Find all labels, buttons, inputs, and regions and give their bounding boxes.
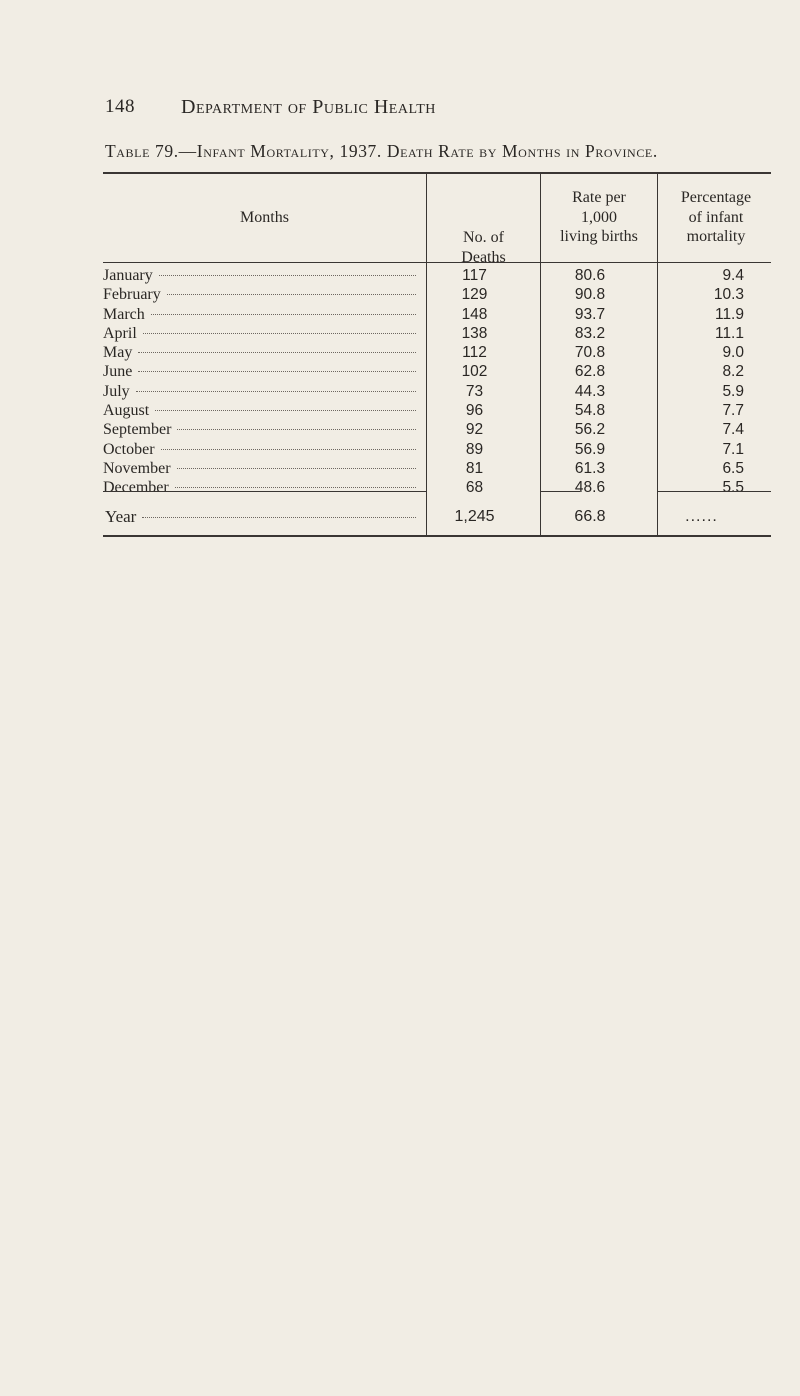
- total-rate: 66.8: [574, 508, 606, 525]
- header-deaths: No. of Deaths: [461, 229, 506, 266]
- table-row: June 102 62.8 8.2: [103, 363, 744, 381]
- total-row: [103, 505, 771, 529]
- table-row: July 73 44.3 5.9: [103, 382, 744, 400]
- header-percentage: Percentage of infant mortality: [680, 189, 752, 245]
- total-percentage: ......: [685, 508, 718, 525]
- table-row: December 68 48.6 5.5: [103, 479, 744, 497]
- total-separator-rule: [540, 491, 580, 492]
- table-row: October 89 56.9 7.1: [103, 440, 744, 458]
- header-months: Months: [240, 209, 289, 226]
- table-bottom-rule: [103, 535, 771, 537]
- total-separator-rule: [103, 491, 426, 492]
- table-row: January 117 80.6 9.4: [103, 267, 744, 284]
- table-row: February 129 90.8 10.3: [103, 286, 744, 304]
- table-top-rule: [103, 172, 771, 174]
- table-body: [103, 266, 771, 498]
- page-header: [105, 96, 665, 119]
- table-row: March 148 93.7 11.9: [103, 305, 744, 323]
- table-row: August 96 54.8 7.7: [103, 402, 744, 420]
- table-title: Table 79.—Infant Mortality, 1937. Death Rate by Months in Province.: [105, 141, 658, 161]
- header-rate: Rate per 1,000 living births: [560, 189, 638, 245]
- page-number: 148: [105, 96, 135, 117]
- running-title: Department of Public Health: [181, 96, 436, 118]
- total-deaths: 1,245: [454, 508, 495, 525]
- table-row: May 112 70.8 9.0: [103, 344, 744, 362]
- table-row: September 92 56.2 7.4: [103, 421, 744, 439]
- table-row: November 81 61.3 6.5: [103, 459, 744, 477]
- total-separator-rule: [657, 491, 771, 492]
- table-row: April 138 83.2 11.1: [103, 324, 744, 342]
- total-label: Year: [105, 507, 137, 526]
- header-bottom-rule: [103, 262, 771, 263]
